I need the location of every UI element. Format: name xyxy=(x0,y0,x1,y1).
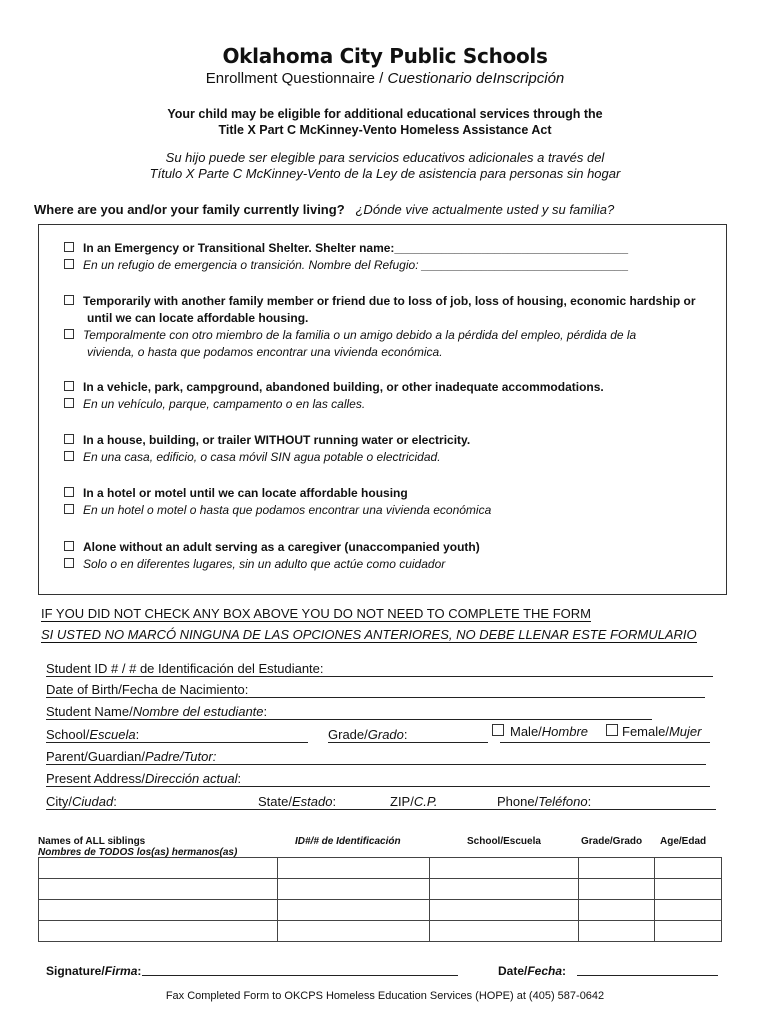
female-checkbox[interactable] xyxy=(606,724,618,736)
sibling-id-cell[interactable] xyxy=(277,858,430,879)
checkbox-vehicle-en[interactable] xyxy=(64,381,74,391)
warning-en: IF YOU DID NOT CHECK ANY BOX ABOVE YOU DO NOT NEED TO COMPLETE THE FORM xyxy=(41,606,591,621)
table-row xyxy=(39,858,722,879)
checkbox-no-utilities-en[interactable] xyxy=(64,434,74,444)
sibling-age-cell[interactable] xyxy=(655,921,722,942)
option-unaccompanied: Alone without an adult serving as a caregiver (unaccompanied youth) Solo o en diferentes lugares, sin un adulto que actúe como cuidador xyxy=(64,539,480,573)
sibling-name-cell[interactable] xyxy=(39,921,278,942)
school-label: School/Escuela: xyxy=(46,727,140,742)
checkbox-shelter-en[interactable] xyxy=(64,242,74,252)
sibling-school-cell[interactable] xyxy=(430,921,579,942)
table-row xyxy=(39,900,722,921)
option-no-utilities: In a house, building, or trailer WITHOUT running water or electricity. En una casa, edificio, o casa móvil SIN agua potable o electricidad. xyxy=(64,432,470,466)
option-hotel: In a hotel or motel until we can locate affordable housing En un hotel o motel o hasta que podamos encontrar una vivienda económica xyxy=(64,485,491,519)
signature-field[interactable] xyxy=(142,975,458,976)
sibling-name-cell[interactable] xyxy=(39,900,278,921)
state-label: State/Estado: xyxy=(258,794,337,809)
sibling-id-cell[interactable] xyxy=(277,900,430,921)
sibling-age-cell[interactable] xyxy=(655,879,722,900)
dob-label: Date of Birth/Fecha de Nacimiento: xyxy=(46,682,249,697)
page-title: Oklahoma City Public Schools xyxy=(222,44,548,68)
student-id-label: Student ID # / # de Identificación del Estudiante: xyxy=(46,661,324,676)
female-option: Female/Mujer xyxy=(606,724,701,740)
checkbox-vehicle-es[interactable] xyxy=(64,398,74,408)
student-name-field[interactable] xyxy=(46,719,652,720)
gender-underline xyxy=(500,742,710,743)
option-doubled-up: Temporarily with another family member or friend due to loss of job, loss of housing, economic hardship or until we can locate affordable housing. Temporalmente con otro miembro de la familia o un amigo debido a la pérdida del empleo, pérdida de la vivienda, o hasta que podamos encontrar una vivienda económica. xyxy=(64,293,696,361)
siblings-school-header: School/Escuela xyxy=(467,836,541,847)
table-row xyxy=(39,879,722,900)
dob-field[interactable] xyxy=(46,697,705,698)
male-option: Male/Hombre xyxy=(492,724,588,740)
date-label: Date/Fecha: xyxy=(498,964,567,978)
sibling-name-cell[interactable] xyxy=(39,858,278,879)
sibling-age-cell[interactable] xyxy=(655,858,722,879)
parent-field[interactable] xyxy=(46,764,706,765)
siblings-age-header: Age/Edad xyxy=(660,836,707,847)
checkbox-unaccompanied-en[interactable] xyxy=(64,541,74,551)
checkbox-shelter-es[interactable] xyxy=(64,259,74,269)
sibling-grade-cell[interactable] xyxy=(579,879,655,900)
warning-es: SI USTED NO MARCÓ NINGUNA DE LAS OPCIONES ANTERIORES, NO DEBE LLENAR ESTE FORMULARIO xyxy=(41,627,697,642)
siblings-table xyxy=(38,857,722,942)
sibling-grade-cell[interactable] xyxy=(579,921,655,942)
sibling-school-cell[interactable] xyxy=(430,879,579,900)
grade-field[interactable] xyxy=(328,742,488,743)
living-question: Where are you and/or your family currently living? ¿Dónde vive actualmente usted y su familia? xyxy=(34,202,615,217)
checkbox-doubled-up-en[interactable] xyxy=(64,295,74,305)
sibling-id-cell[interactable] xyxy=(277,921,430,942)
male-checkbox[interactable] xyxy=(492,724,504,736)
option-vehicle: In a vehicle, park, campground, abandoned building, or other inadequate accommodations. En un vehículo, parque, campamento o en las calles. xyxy=(64,379,604,413)
checkbox-no-utilities-es[interactable] xyxy=(64,451,74,461)
intro-es: Su hijo puede ser elegible para servicios educativos adicionales a través del Título X Parte C McKinney-Vento de la Ley de asistencia para personas sin hogar xyxy=(149,150,621,181)
siblings-grade-header: Grade/Grado xyxy=(581,836,643,847)
sibling-age-cell[interactable] xyxy=(655,900,722,921)
checkbox-doubled-up-es[interactable] xyxy=(64,329,74,339)
grade-label: Grade/Grado: xyxy=(328,727,408,742)
city-state-zip-phone-field[interactable] xyxy=(46,809,716,810)
option-shelter: In an Emergency or Transitional Shelter. Shelter name:___________________________________ En un refugio de emergencia o transición. Nombre del Refugio: _______________________________ xyxy=(64,240,629,274)
sibling-grade-cell[interactable] xyxy=(579,858,655,879)
sibling-school-cell[interactable] xyxy=(430,900,579,921)
student-name-label: Student Name/Nombre del estudiante: xyxy=(46,704,268,719)
address-label: Present Address/Dirección actual: xyxy=(46,771,242,786)
sibling-id-cell[interactable] xyxy=(277,879,430,900)
school-field[interactable] xyxy=(46,742,308,743)
siblings-names-header: Names of ALL siblings Nombres de TODOS los(as) hermanos(as) xyxy=(38,836,238,858)
checkbox-unaccompanied-es[interactable] xyxy=(64,558,74,568)
sibling-grade-cell[interactable] xyxy=(579,900,655,921)
address-field[interactable] xyxy=(46,786,710,787)
student-id-field[interactable] xyxy=(46,676,713,677)
checkbox-hotel-es[interactable] xyxy=(64,504,74,514)
city-label: City/Ciudad: xyxy=(46,794,117,809)
sibling-school-cell[interactable] xyxy=(430,858,579,879)
form-subtitle: Enrollment Questionnaire / Cuestionario deInscripción xyxy=(205,70,565,87)
zip-label: ZIP/C.P. xyxy=(390,794,438,809)
table-row xyxy=(39,921,722,942)
parent-label: Parent/Guardian/Padre/Tutor: xyxy=(46,749,217,764)
fax-instructions: Fax Completed Form to OKCPS Homeless Education Services (HOPE) at (405) 587-0642 xyxy=(165,990,605,1002)
sibling-name-cell[interactable] xyxy=(39,879,278,900)
date-field[interactable] xyxy=(577,975,718,976)
intro-en: Your child may be eligible for additional educational services through the Title X Part C McKinney-Vento Homeless Assistance Act xyxy=(167,107,603,137)
signature-label: Signature/Firma: xyxy=(46,964,142,978)
checkbox-hotel-en[interactable] xyxy=(64,487,74,497)
siblings-id-header: ID#/# de Identificación xyxy=(295,836,401,847)
phone-label: Phone/Teléfono: xyxy=(497,794,592,809)
